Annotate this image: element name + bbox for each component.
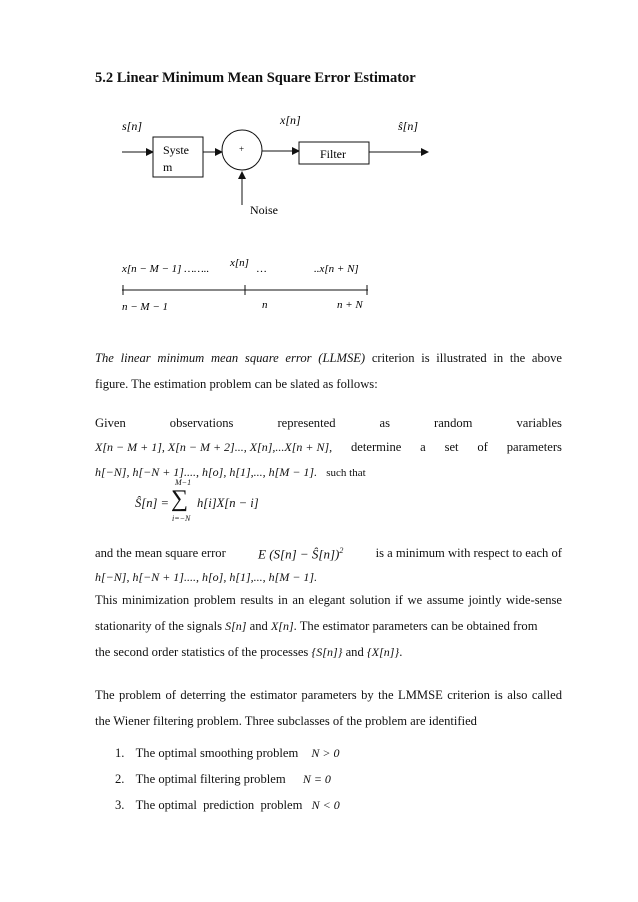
given-word: Given xyxy=(95,416,126,430)
list-text: The optimal prediction problem xyxy=(135,798,303,812)
intro-line2: figure. The estimation problem can be slated as follows: xyxy=(95,377,378,391)
list-num: 1. xyxy=(115,746,125,760)
list-item xyxy=(115,746,340,761)
para2-and2: and xyxy=(345,645,364,659)
timeline-top-left: x[n − M − 1] …….. xyxy=(122,263,210,275)
list-cond: N > 0 xyxy=(311,746,340,760)
determine-word: set xyxy=(444,440,459,454)
given-word: as xyxy=(379,416,390,430)
process-s: {S[n]} xyxy=(311,645,343,659)
determine-word: a xyxy=(420,440,426,454)
list-num: 2. xyxy=(115,772,125,786)
mse-expression xyxy=(258,538,343,567)
mse-params-expr: h[−N], h[−N + 1]...., h[o], h[1],..., h[M − 1]. xyxy=(95,570,318,584)
determine-word: of xyxy=(477,440,488,454)
filter-label: Filter xyxy=(320,147,346,161)
timeline-top-right: ..x[n + N] xyxy=(314,263,359,275)
given-line xyxy=(95,410,562,436)
timeline xyxy=(0,252,638,317)
list-cond: N = 0 xyxy=(302,772,331,786)
list-text: The optimal filtering problem xyxy=(135,772,286,786)
mse-expr: E (S[n] − Ŝ[n]) xyxy=(258,546,340,562)
timeline-top-mid: x[n] xyxy=(230,257,249,269)
para2-line2 xyxy=(95,613,562,639)
sum-lower-limit: i=−N xyxy=(172,514,191,523)
list-item xyxy=(115,772,331,787)
given-word: represented xyxy=(277,416,336,430)
estimator-equation xyxy=(135,478,395,524)
para3-line2: the Wiener filtering problem. Three subclasses of the problem are identified xyxy=(95,714,477,728)
sum-upper-limit: M−1 xyxy=(175,478,192,487)
given-word: observations xyxy=(169,416,234,430)
mse-power: 2 xyxy=(339,546,344,555)
section-heading: 5.2 Linear Minimum Mean Square Error Estimator xyxy=(95,70,416,86)
observations-line xyxy=(95,434,562,460)
mid-signal-label: x[n] xyxy=(280,113,301,127)
para2-period: . xyxy=(399,645,403,659)
signal-x: X[n] xyxy=(270,619,294,633)
system-label-line2: m xyxy=(163,160,173,174)
determine-word: parameters xyxy=(506,440,562,454)
para2-text: stationarity of the signals xyxy=(95,619,222,633)
given-word: random xyxy=(434,416,473,430)
noise-label: Noise xyxy=(250,203,278,215)
timeline-bottom-left: n − M − 1 xyxy=(122,301,169,313)
adder-symbol: + xyxy=(239,144,245,154)
timeline-bottom-right: n + N xyxy=(337,299,363,311)
timeline-top-dots: … xyxy=(256,263,267,275)
intro-rest: criterion is illustrated in the above xyxy=(365,351,562,365)
para2-line3-text: the second order statistics of the processes xyxy=(95,645,309,659)
mse-tail: is a minimum with respect to each of xyxy=(375,545,562,560)
observations-expr: X[n − M + 1], X[n − M + 2]..., X[n],...X[n + N], xyxy=(95,440,333,454)
determine-word: determine xyxy=(350,440,402,454)
para2-line3 xyxy=(95,639,562,665)
list-text: The optimal smoothing problem xyxy=(135,746,299,760)
output-label: ŝ[n] xyxy=(398,119,419,133)
given-word: variables xyxy=(516,416,562,430)
sum-symbol: ∑ xyxy=(171,486,189,512)
intro-italic: The linear minimum mean square error (LLMSE) xyxy=(95,351,366,365)
list-item xyxy=(115,798,340,813)
params-expr: h[−N], h[−N + 1]...., h[o], h[1],..., h[M − 1]. xyxy=(95,465,318,479)
estimator-rhs: h[i]X[n − i] xyxy=(197,496,259,510)
para3-line1: The problem of deterring the estimator parameters by the LMMSE criterion is also called xyxy=(95,688,562,702)
para2-text-end: . The estimator parameters can be obtained from xyxy=(293,619,538,633)
timeline-bottom-mid: n xyxy=(262,299,268,311)
such-that: such that xyxy=(326,467,366,479)
list-num: 3. xyxy=(115,798,125,812)
block-diagram xyxy=(0,100,638,215)
estimator-lhs: Ŝ[n] = xyxy=(135,496,170,510)
signal-s: S[n] xyxy=(225,619,247,633)
mse-lead: and the mean square error xyxy=(95,545,226,560)
mse-line xyxy=(95,538,562,567)
para2-line1: This minimization problem results in an elegant solution if we assume jointly wide-sense xyxy=(95,593,562,607)
system-label-line1: Syste xyxy=(163,143,190,157)
process-x: {X[n]} xyxy=(366,645,400,659)
input-label: s[n] xyxy=(122,119,143,133)
intro-line1 xyxy=(95,345,562,371)
list-cond: N < 0 xyxy=(311,798,340,812)
para2-and: and xyxy=(249,619,268,633)
